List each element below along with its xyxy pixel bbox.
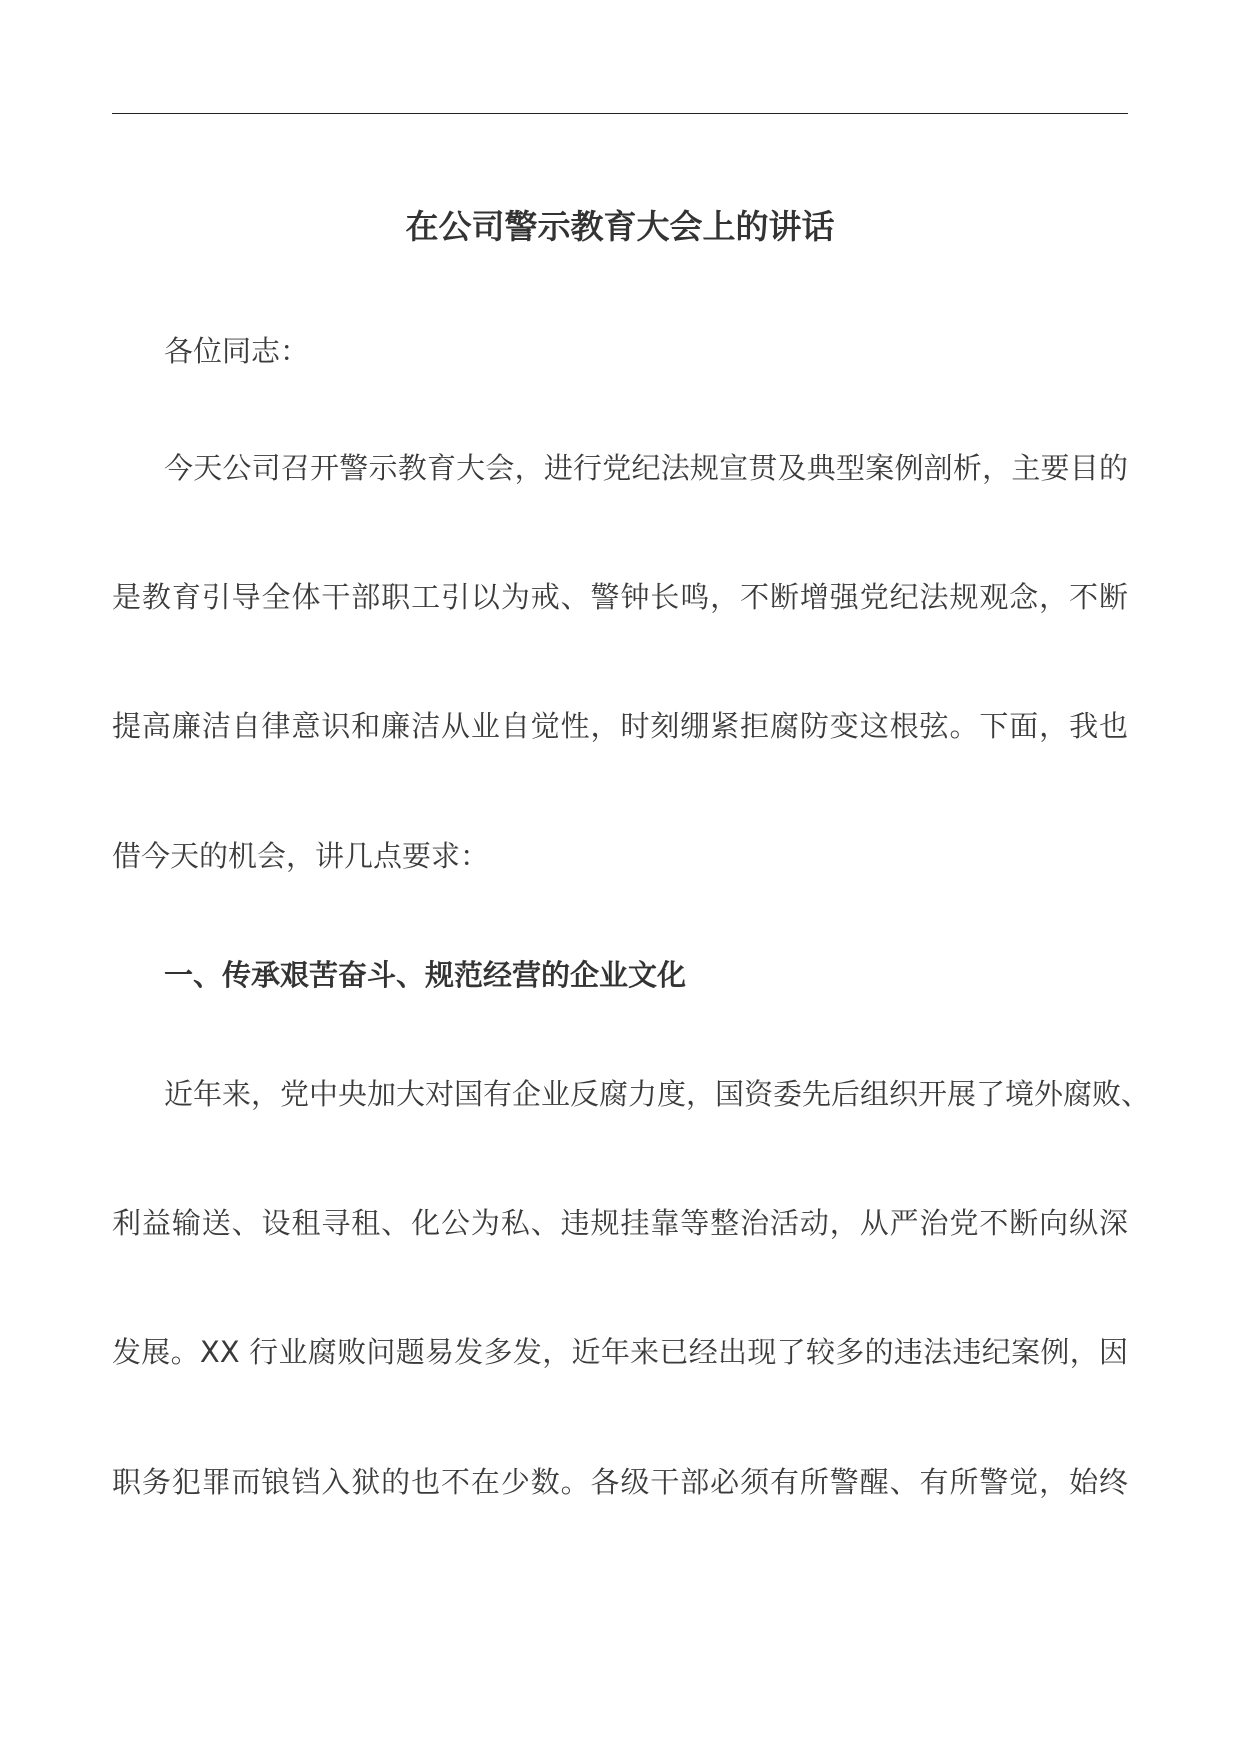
paragraph-line: 借今天的机会，讲几点要求： xyxy=(112,839,490,873)
paragraph-line: 是教育引导全体干部职工引以为戒、警钟长鸣，不断增强党纪法规观念，不断 xyxy=(112,580,1128,614)
paragraph-line: 利益输送、设租寻租、化公为私、违规挂靠等整治活动，从严治党不断向纵深 xyxy=(112,1206,1128,1240)
paragraph-line: 提高廉洁自律意识和廉洁从业自觉性，时刻绷紧拒腐防变这根弦。下面，我也 xyxy=(112,709,1128,743)
paragraph-line: 职务犯罪而锒铛入狱的也不在少数。各级干部必须有所警醒、有所警觉，始终 xyxy=(112,1465,1128,1499)
header-rule xyxy=(112,113,1128,114)
paragraph-line: 发展。XX 行业腐败问题易发多发，近年来已经出现了较多的违法违纪案例，因 xyxy=(112,1335,1128,1369)
salutation: 各位同志： xyxy=(164,334,310,368)
paragraph-line: 近年来，党中央加大对国有企业反腐力度，国资委先后组织开展了境外腐败、 xyxy=(164,1077,1151,1111)
paragraph-line: 今天公司召开警示教育大会，进行党纪法规宣贯及典型案例剖析，主要目的 xyxy=(164,451,1128,485)
document-title: 在公司警示教育大会上的讲话 xyxy=(405,207,835,246)
section-heading: 一、传承艰苦奋斗、规范经营的企业文化 xyxy=(164,958,687,992)
